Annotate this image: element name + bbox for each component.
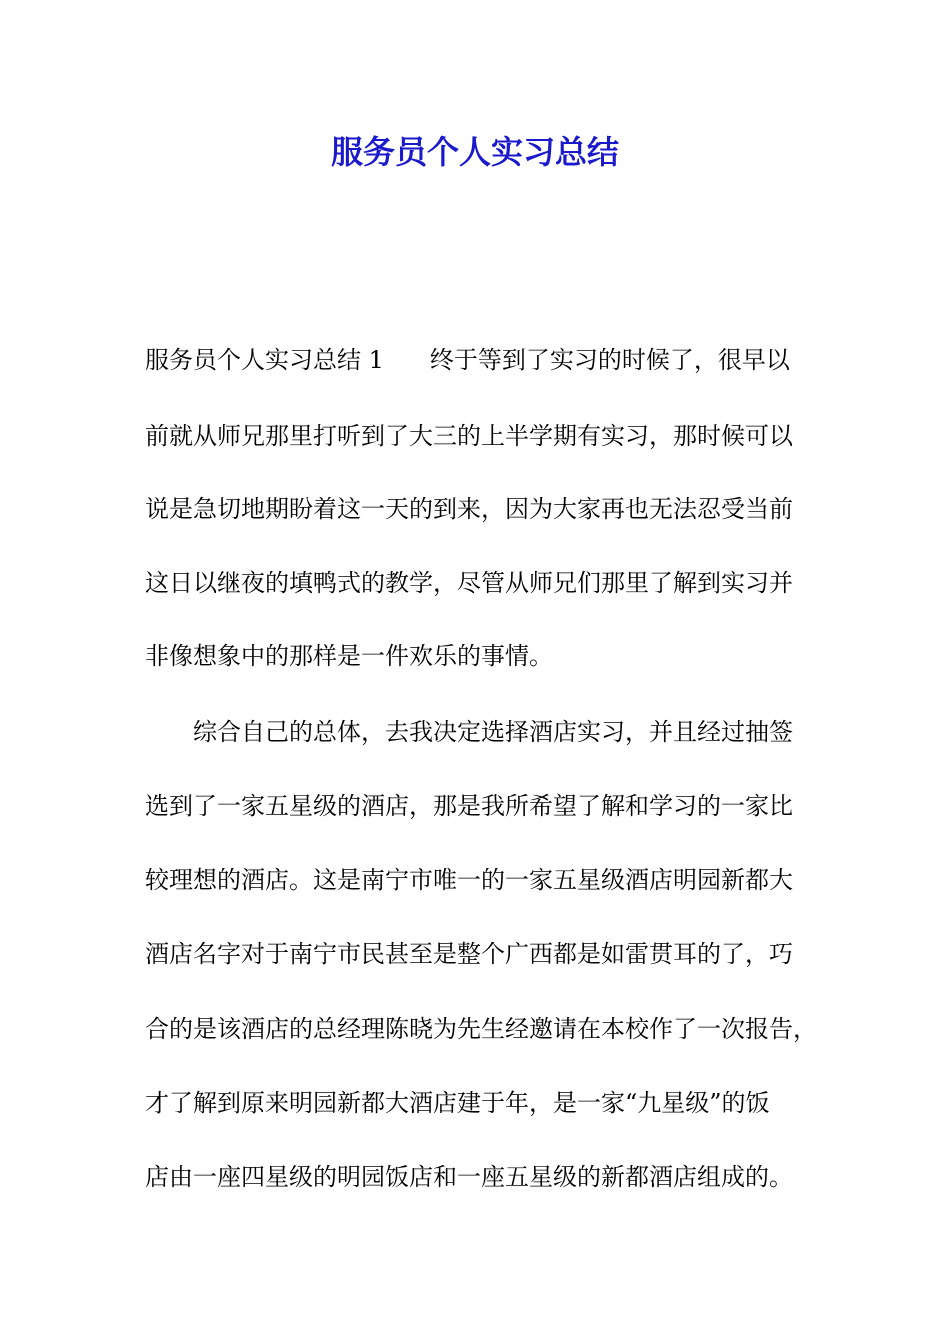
paragraph-line: 选到了一家五星级的酒店，那是我所希望了解和学习的一家比 xyxy=(145,792,793,820)
section-heading: 服务员个人实习总结 1 xyxy=(145,346,384,374)
paragraph-line: 合的是该酒店的总经理陈晓为先生经邀请在本校作了一次报告， xyxy=(145,1015,817,1043)
paragraph-line: 酒店名字对于南宁市民甚至是整个广西都是如雷贯耳的了，巧 xyxy=(145,940,793,968)
paragraph-line: 综合自己的总体，去我决定选择酒店实习，并且经过抽签 xyxy=(193,718,793,746)
paragraph-line: 说是急切地期盼着这一天的到来，因为大家再也无法忍受当前 xyxy=(145,495,793,523)
document-title: 服务员个人实习总结 xyxy=(330,133,619,171)
paragraph-line: 非像想象中的那样是一件欢乐的事情。 xyxy=(145,642,553,670)
paragraph-line: 店由一座四星级的明园饭店和一座五星级的新都酒店组成的。 xyxy=(145,1163,793,1191)
paragraph-line: 这日以继夜的填鸭式的教学，尽管从师兄们那里了解到实习并 xyxy=(145,569,793,597)
paragraph-line xyxy=(145,344,845,376)
paragraph-line: 才了解到原来明园新都大酒店建于年，是一家“九星级”的饭 xyxy=(145,1089,770,1117)
paragraph-text: 终于等到了实习的时候了，很早以 xyxy=(429,346,790,374)
paragraph-line: 前就从师兄那里打听到了大三的上半学期有实习，那时候可以 xyxy=(145,422,793,450)
paragraph-line: 较理想的酒店。这是南宁市唯一的一家五星级酒店明园新都大 xyxy=(145,866,793,894)
